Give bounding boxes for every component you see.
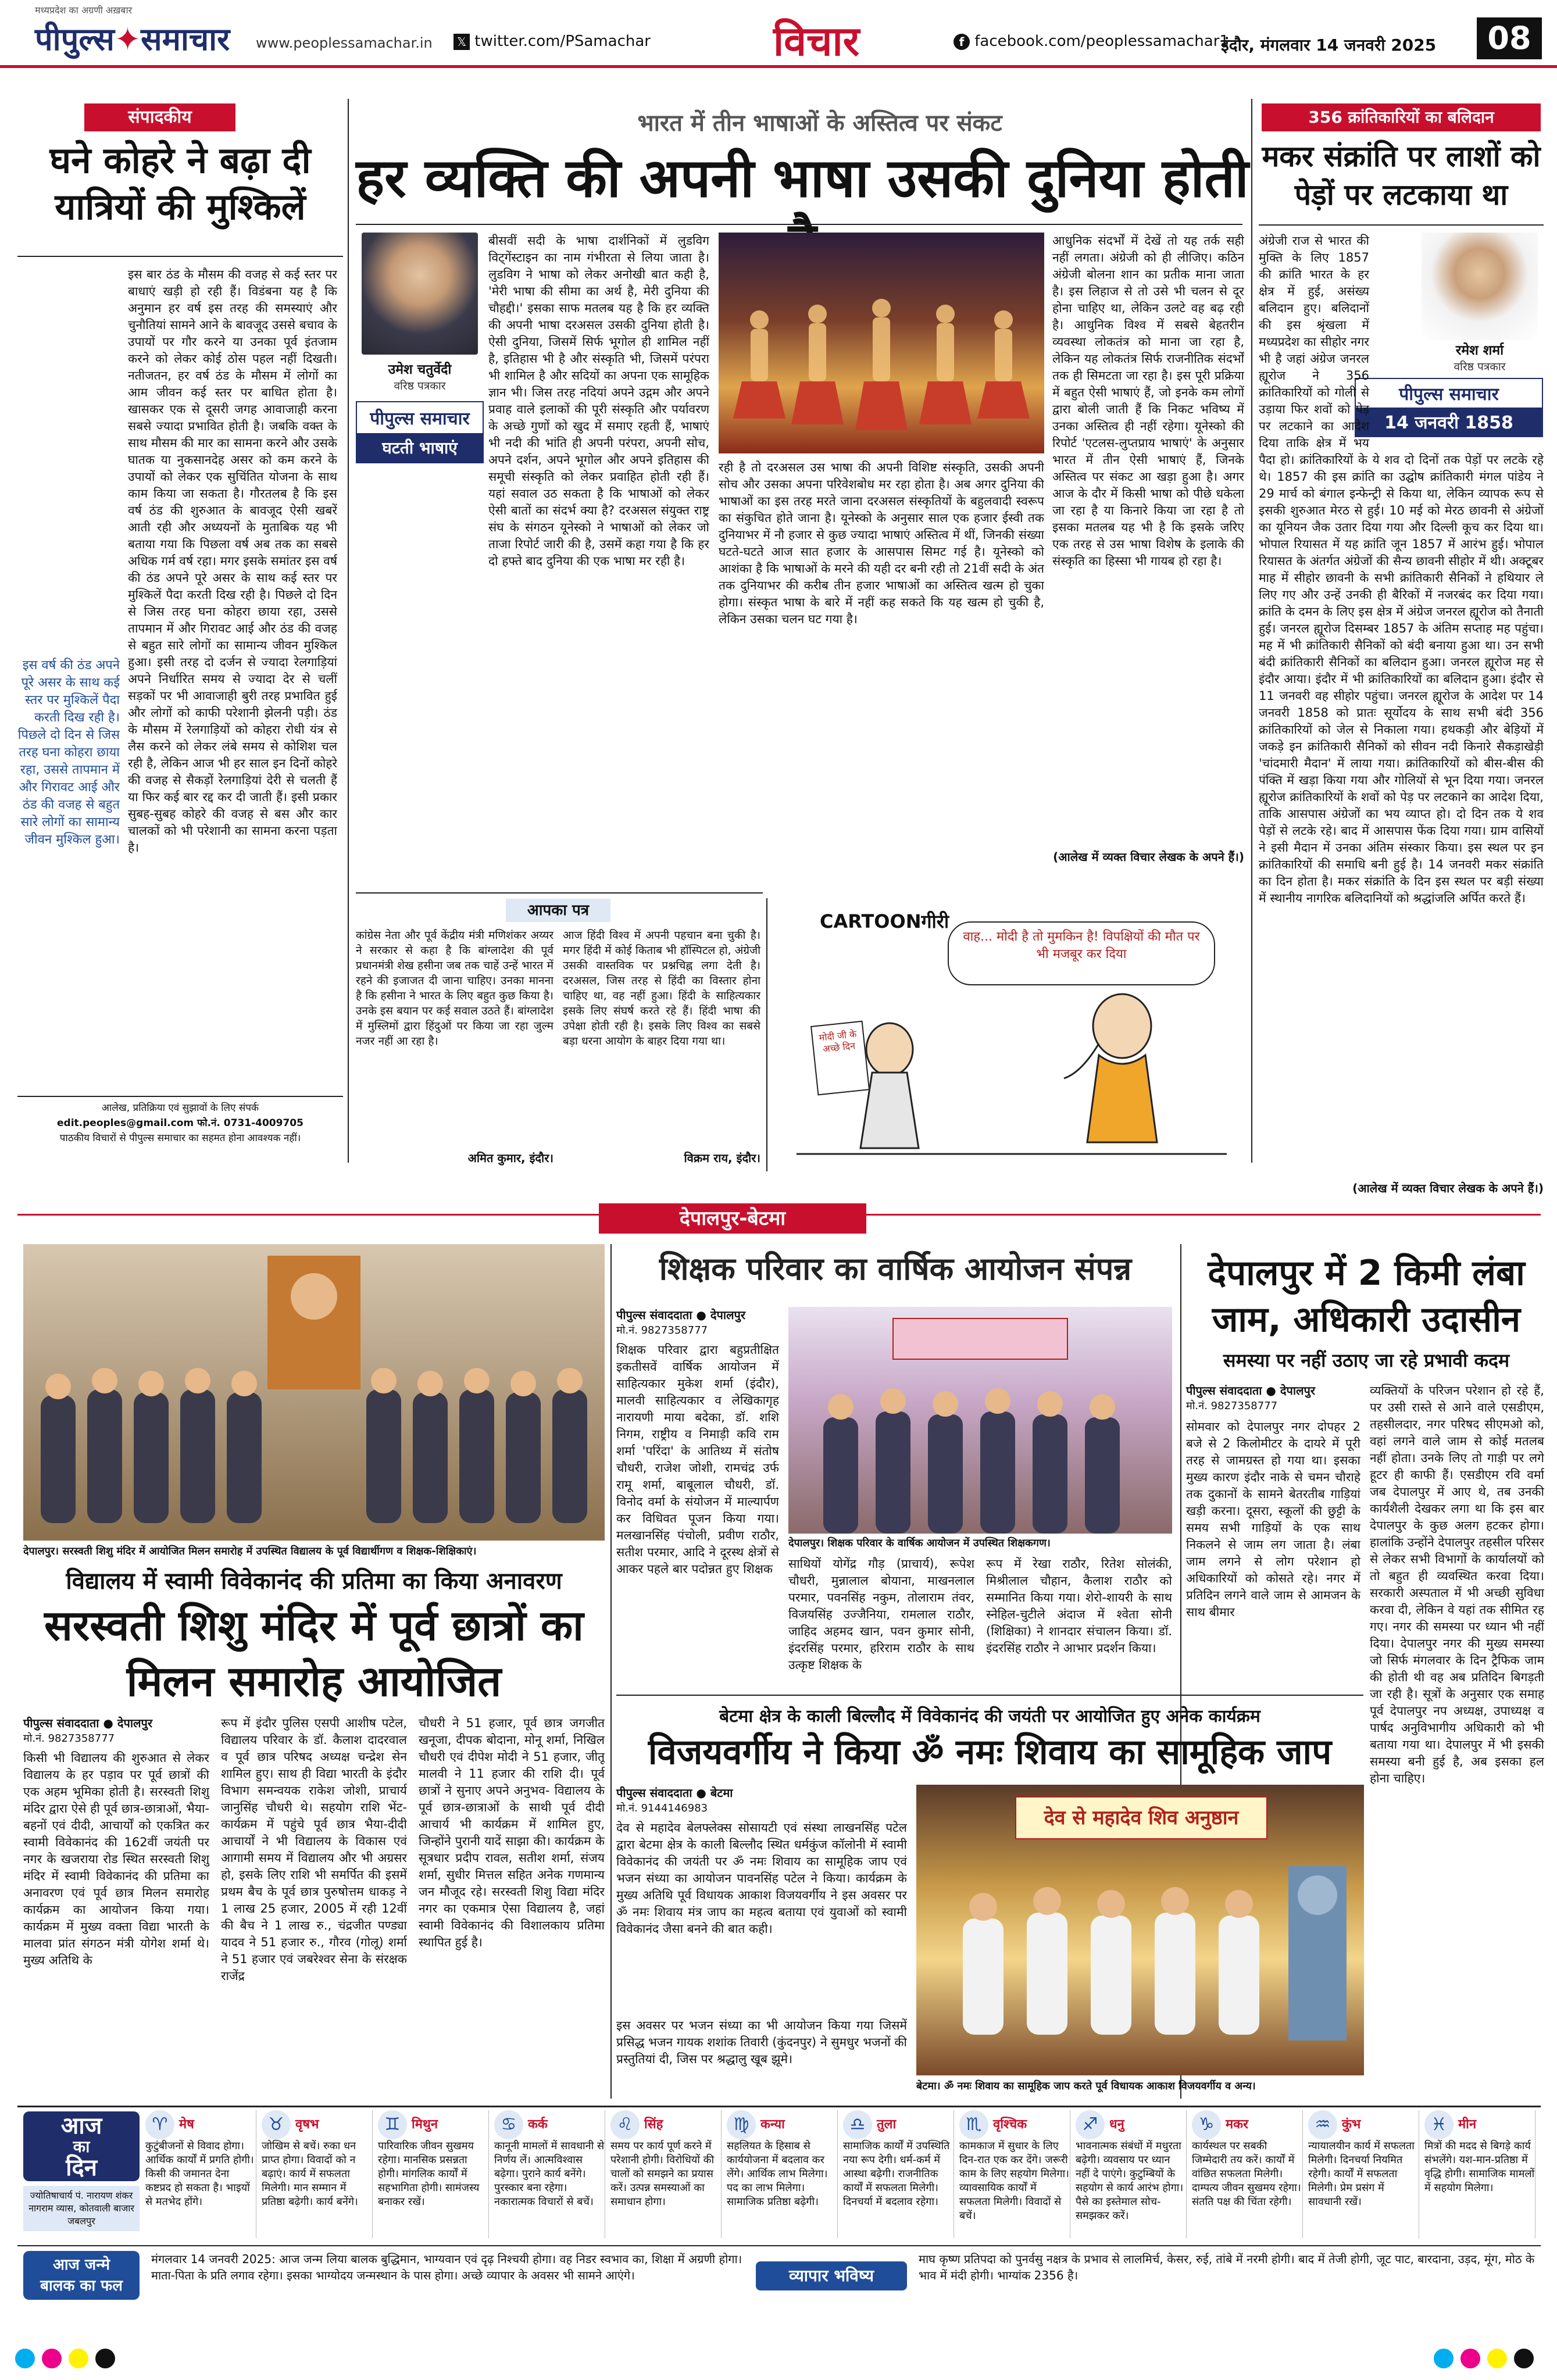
zodiac-icon: ♒ <box>1308 2110 1337 2139</box>
zodiac-icon: ♏ <box>959 2110 988 2139</box>
martyrs-label: 356 क्रांतिकारियों का बलिदान <box>1262 103 1541 131</box>
lead-author-note: (आलेख में व्यक्त विचार लेखक के अपने हैं।) <box>1053 850 1244 864</box>
martyrs-body <box>1259 233 1544 1180</box>
story4-mobile: मो.नं. 9144146983 <box>616 1802 708 1814</box>
horoscope-astrologer: ज्योतिषाचार्य पं. नारायण शंकर नागराम व्यास, कोतवाली बाजार जबलपुर <box>23 2186 140 2231</box>
story3-byline: पीपुल्स संवाददाता ● देपालपुर <box>1186 1384 1316 1398</box>
zodiac-name: मिथुन <box>412 2117 438 2132</box>
editorial-pullquote: इस वर्ष की ठंड अपने पूरे असर के साथ कई स्तर पर मुश्किलें पैदा करती दिख रही है। पिछले दो दिन से जिस तरह घना कोहरा छाया रहा, उससे तापमान में और गिरावट आई और ठंड की वजह से बहुत सारे लोगों का सामान्य जीवन मुश्किल हुआ। <box>17 658 120 847</box>
author-photo <box>362 233 478 355</box>
story1-col-2: रूप में इंदौर पुलिस एसपी आशीष पटेल, विद्यालय परिवार के डॉ. कैलाश दादरवाल व पूर्व छात्र परिषद अध्यक्ष चन्द्रेश सेन शामिल हुए। साथ ही विद्या भारती के इंदौर विभाग समन्वयक राकेश जोशी, प्राचार्य जानुसिंह चौधरी थे। सहयोग राशि भेंट-कार्यक्रम में पहुंचे पूर्व छात्र भैया-दीदी आचार्यों ने भी विद्यालय के विकास एवं आगामी समय में विद्यालय और भी अग्रसर हो, इसके लिए राशि भी समर्पित की इसमें प्रथम बैच के पूर्व छात्र पुरुषोत्तम धाकड़ ने 1 लाख 25 हजार, 2005 में रही 12वीं की बैच ने 1 लाख रु., चंद्रजीत पण्ड्या यादव ने 51 हजार रु., गौरव (गोलू) शर्मा ने 51 हजार एवं जबरेश्वर सेना के संरक्षक राजेंद्र <box>221 1716 407 1983</box>
zodiac-name: वृषभ <box>295 2117 319 2132</box>
editorial-body: इस बार ठंड के मौसम की वजह से कई स्तर पर बाधाएं खड़ी हो रही हैं। विडंबना यह है कि अनुमान हर वर्ष इस तरह की समस्याएं और चुनौतियां सामने आने के बावजूद उससे बचाव के उपायों पर गौर करने या उनका पूर्व इंतजाम करने को लेकर कोई ठोस पहल नहीं दिखती। नतीजतन, हर वर्ष ठंड के मौसम में लोगों का आम जीवन कई स्तर पर बाधित होता है। खासकर एक से दूसरी जगह आवाजाही करना सबसे ज्यादा प्रभावित होती है। जबकि वक्त के साथ मौसम की मार का सामना करने और उसके घातक या नुकसानदेह असर को कम करने के उपायों को लेकर एक सुचिंतित योजना के साथ काम किया जा सकता है। गौरतलब है कि इस वर्ष ठंड की शुरुआत के बावजूद ऐसी खबरें आती रही और अध्ययनों के मुताबिक यह भी बताया गया कि पिछला वर्ष अब तक का सबसे अधिक गर्म वर्ष रहा। मगर इसके समांतर इस वर्ष की ठंड अपने पूरे असर के साथ कई स्तर पर मुश्किलें पैदा करती दिख रही है। पिछले दो दिन से जिस तरह घना कोहरा छाया रहा, उससे तापमान में और गिरावट आई और ठंड की वजह से बहुत सारे लोगों का सामान्य जीवन मुश्किल हुआ। इसी तरह दो दर्जन से ज्यादा रेलगाड़ियां अपने निर्धारित समय से ज्यादा देर से चलीं सड़कों पर भी आवाजाही बुरी तरह प्रभावित हुई और लोगों को काफी परेशानी झेलनी पड़ी। ठंड के मौसम में रेलगाड़ियों को कोहरा रोधी यंत्र से लैस करने को लेकर लंबे समय से कोशिश चल रही है, लेकिन आज भी हर साल इन दिनों कोहरे की वजह से सैकड़ों रेलगाड़ियां देरी से चलती हैं या फिर कई बार रद्द कर दी जाती हैं। इसी प्रकार सुबह-सुबह कोहरे की वजह से बस और कार चालकों को भी परेशानी का सामना करना पड़ता है। <box>128 267 337 855</box>
dateline: इंदौर, मंगलवार 14 जनवरी 2025 <box>1221 35 1437 55</box>
zodiac-icon: ♉ <box>262 2110 291 2139</box>
martyrs-note: (आलेख में व्यक्त विचार लेखक के अपने हैं।) <box>1352 1181 1544 1195</box>
story1-mobile: मो.नं. 9827358777 <box>23 1732 115 1745</box>
martyrs-body-text: अंग्रेजी राज से भारत की मुक्ति के लिए 1857 की क्रांति भारत के हर क्षेत्र में हुई, असंख्य बलिदान हुए। बलिदानों की इस श्रृंखला में मध्यप्रदेश का सीहोर नगर भी है जहां अंग्रेज जनरल ह्यूरोज ने 356 क्रांतिकारियों को गोली से उड़ाया फिर शवों को पेड़ पर लटकाने का आदेश दिया ताकि क्षेत्र में भय पैदा हो। क्रांतिकारियों के ये शव दो दिनों तक पेड़ों पर लटके रहे थे। 1857 की इस क्रांति का उद्घोष क्रांतिकारी मंगल पांडेय ने 29 मार्च को बंगाल इन्फेन्ट्री से किया था, लेकिन व्यापक रूप से इसकी शुरुआत मेरठ से हुई। 10 मई को मेरठ छावनी से अंग्रेजों का यूनियन जैक उतार दिया गया और दिल्ली कूच कर दिया था। भोपाल रियासत में यह क्रांति जून 1857 में आरंभ हुई। भोपाल रियासत के अंतर्गत अंग्रेजों की सैन्य छावनी सीहोर में थी। अक्टूबर माह में सीहोर छावनी के सभी क्रांतिकारी सैनिकों ने हथियार ले लिए गए और उन्हें उनकी ही बैरिकों में नजरबंद कर दिया गया। क्रांति के दमन के लिए इस क्षेत्र में अंग्रेज जनरल ह्यूरोज को तैनाती हुई। जनरल ह्यूरोज दिसम्बर 1857 के अंतिम सप्ताह मह पहुंचा। मह में भी क्रांतिकारी सैनिकों को बंदी बनाया हुआ था। उन सभी बंदी क्रांतिकारी सैनिकों का बलिदान हुआ। जनरल ह्यूरोज मह से इंदौर आया। इंदौर में भी क्रांतिकारियों का बलिदान हुआ। इंदौर से 11 जनवरी वह सीहोर पहुंचा। जनरल ह्यूरोज के आदेश पर 14 जनवरी 1858 को प्रातः सूर्योदय के साथ सभी बंदी 356 क्रांतिकारियों को जेल से निकाला गया। हथकड़ी और बेड़ियों में जकड़े इन क्रांतिकारी सैनिकों को सीवन नदी किनारे सैकड़ाखेड़ी 'चांदमारी मैदान' में लाया गया। क्रांतिकारियों को बीस-बीस की पंक्ति में खड़ा किया गया और गोलियों से भून दिया गया। जनरल ह्यूरोज क्रांतिकारियों के शवों को पेड़ पर लटकाने का आदेश दिया, ताकि आसपास अंग्रेजों का भय व्याप्त हो। दो दिन तक ये शव पेड़ों से लटके रहे। बाद में आसपास फेंक दिया गया। ग्राम वासियों ने इसी मैदान में उनका अंतिम संस्कार किया। इस स्थल पर इन क्रांतिकारियों की समाधि बनी हुई है। 14 जनवरी मकर संक्रांति का दिन होता है। मकर संक्रांति के दिन इस स्थल पर बड़ी संख्या में स्थानीय नागरिक बलिदानियों को श्रद्धांजलि अर्पित करते हैं। <box>1259 234 1544 905</box>
contact-line-1: आलेख, प्रतिक्रिया एवं सुझावों के लिए संपर्क <box>101 1102 259 1114</box>
cartoon-bubble: वाह... मोदी है तो मुमकिन है! विपक्षियों की मौत पर भी मजबूर कर दिया <box>948 921 1215 985</box>
letters-label: आपका पत्र <box>506 899 610 922</box>
zodiac-name: कुंभ <box>1342 2117 1361 2132</box>
teachers-illustration <box>788 1307 1172 1534</box>
story2-col-1: शिक्षक परिवार द्वारा बहुप्रतीक्षित इकतीसवें वार्षिक आयोजन में साहित्यकार मुकेश शर्मा (इंदौर), मालवी साहित्यकार व लेखिकागृह नारायणी माया बदेका, डॉ. शशि निगम, राष्ट्रीय व निमाड़ी कवि राम शर्मा 'परिंदा' के आतिथ्य में संतोष चौधरी, राजेश जोशी, रामचंद्र उर्फ रामू शर्मा, बाबूलाल चौधरी, डॉ. विनोद वर्मा के संयोजन में माल्यार्पण कर विधिवत पूजन किया गया। मलखानसिंह पंचोली, प्रवीण राठौर, सतीश परमार, आदि ने दूरस्थ क्षेत्रों से आकर पहले बार पदोन्नत हुए शिक्षक <box>616 1343 779 1576</box>
martyrs-author-name: रमेश शर्मा <box>1455 343 1504 358</box>
zodiac-text: समय पर कार्य पूर्ण करने में परेशानी होगी। विरोधियों की चालों को समझने का प्रयास करें। उत्पन्न समस्याओं का समाधान होगा। <box>610 2140 715 2208</box>
alumni-photo-caption: देपालपुर। सरस्वती शिशु मंदिर में आयोजित मिलन समारोह में उपस्थित विद्यालय के पूर्व विद्यार्थीगण व शिक्षक-शिक्षिकाएं। <box>23 1545 477 1557</box>
martyrs-headline: मकर संक्रांति पर लाशों को पेड़ों पर लटकाया था <box>1262 140 1541 212</box>
story2-mobile: मो.नं. 9827358777 <box>616 1324 708 1336</box>
horoscope-title-3: दिन <box>66 2154 97 2181</box>
martyrs-author-role: वरिष्ठ पत्रकार <box>1454 360 1506 373</box>
alumni-photo <box>23 1244 605 1541</box>
story2-byline: पीपुल्स संवाददाता ● देपालपुर <box>616 1308 746 1322</box>
story1-col-1: किसी भी विद्यालय की शुरुआत से लेकर विद्यालय के हर पड़ाव पर पूर्व छात्रों की एक अहम भूमिका होती है। सरस्वती शिशु मंदिर द्वारा ऐसे ही पूर्व छात्र-छात्राओं, भैया-बहनों एवं दीदी, आचार्यों को एकत्रित कर स्वामी विवेकानंद की 162वीं जयंती पर नगर के खजराया रोड स्थित सरस्वती शिशु मंदिर में स्वामी विवेकानंद की प्रतिमा का अनावरण एवं पूर्व छात्र मिलन समारोह कार्यक्रम का आयोजन किया गया। कार्यक्रम में मुख्य वक्ता विद्या भारती के मालवा प्रांत संगठन मंत्री योगेश शर्मा थे। मुख्य अतिथि के <box>23 1751 209 1967</box>
editorial-contact <box>17 1096 343 1146</box>
zodiac-text: सहलियत के हिसाब से कार्ययोजना में बदलाव कर लेंगे। आर्थिक लाभ मिलेगा। पद का लाभ मिलेगा। सामाजिक प्रतिष्ठा बढ़ेगी। <box>727 2140 828 2208</box>
martyrs-badge-date: 14 जनवरी 1858 <box>1356 408 1542 436</box>
story3-headline: देपालपुर में 2 किमी लंबा जाम, अधिकारी उदासीन <box>1208 1253 1525 1340</box>
twitter-icon: 𝕏 <box>453 34 470 50</box>
born-today-label <box>23 2251 140 2300</box>
page-number: 08 <box>1477 17 1542 59</box>
zodiac-cell <box>1192 2110 1303 2238</box>
contact-line-3: पाठकीय विचारों से पीपुल्स समाचार का सहमत होना आवश्यक नहीं। <box>59 1132 301 1144</box>
zodiac-name: धनु <box>1109 2117 1124 2132</box>
zodiac-text: मित्रों की मदद से बिगड़े कार्य संभलेंगे। यश-मान-प्रतिष्ठा में वृद्धि होगी। सामाजिक मामलों में सहयोग मिलेगा। <box>1424 2140 1535 2194</box>
zodiac-text: सामाजिक कार्यों में उपस्थिति नया रूप देगी। धर्म-कर्म में आस्था बढ़ेगी। राजनीतिक कार्यों में सफलता मिलेगी। दिनचर्या में बदलाव रहेगा। <box>843 2140 950 2208</box>
zodiac-name: मीन <box>1458 2117 1477 2132</box>
jaap-illustration <box>916 1785 1364 2075</box>
lead-col-1: बीसवीं सदी के भाषा दार्शनिकों में लुडविग विट्गेंस्टाइन का नाम गंभीरता से लिया जाता है। लुडविग ने भाषा को लेकर अनोखी बात कही है, 'मेरी भाषा की सीमा का अर्थ है, मेरी दुनिया की चौहद्दी।' इसका साफ मतलब यह है कि हर व्यक्ति की अपनी भाषा दरअसल उसकी दुनिया होती है। ऐसी दुनिया, जिसमें सिर्फ भूगोल ही शामिल नहीं है, इतिहास भी है और संस्कृति भी, जिसमें परंपरा भी शामिल है और सदियों का अपना एक सामूहिक ज्ञान भी। जिस तरह नदियां अपने उद्गम और अपने प्रवाह वाले इलाकों की पूरी संस्कृति और पर्यावरण के अच्छे गुणों को खुद में समाए रहती हैं, भाषाएं भी नदी की भांति ही अपनी परंपरा, अपनी सोच, अपने दर्शन, अपने भूगोल और अपने इतिहास की समूची संस्कृति को लेकर प्रवाहित होती रही हैं। यहां सवाल उठ सकता है कि भाषाओं को लेकर ऐसी बातों का संदर्भ क्या है? दरअसल संयुक्त राष्ट्र संघ के संगठन यूनेस्को ने भाषाओं को लेकर जो ताजा रिपोर्ट जारी की है, उसमें कहा गया है कि हर दो हफ्ते बाद दुनिया की एक भाषा मर रही है। <box>488 234 709 568</box>
zodiac-cell <box>145 2110 256 2238</box>
zodiac-name: मकर <box>1226 2117 1249 2132</box>
twitter-link[interactable] <box>453 33 651 50</box>
brand-right: समाचार <box>141 21 230 58</box>
zodiac-text: पारिवारिक जीवन सुखमय रहेगा। मानसिक प्रसन्नता होगी। मांगलिक कार्यों में सहभागिता होगी। सामंजस्य बनाकर रखें। <box>378 2140 480 2208</box>
local-section-label: देपालपुर-बेटमा <box>599 1203 866 1234</box>
story3-col-2: व्यक्तियों के परिजन परेशान हो रहे हैं, पर उसी रास्ते से आने वाले एसडीएम, तहसीलदार, नगर परिषद सीएमओ को, वहां लगने वाले जाम से कोई मतलब नहीं होता। उनके लिए तो गाड़ी पर लगे हूटर ही काफी हैं। एसडीएम रवि वर्मा जब देपालपुर में आए थे, तब उनकी कार्यशैली देखकर लगा था कि इस बार देपालपुर के कुछ अलग हटकर होगा। हालांकि उन्होंने देपालपुर तहसील परिसर से लेकर सभी विभागों के कार्यालयों को तो बहुत ही व्यवस्थित करवा दिया। सरकारी अस्पताल में भी अच्छी सुविधा करवा दी, लेकिन वे यहां तक सीमित रह गए। नगर की समस्या पर ध्यान भी नहीं दिया। देपालपुर नगर की मुख्य समस्या जो सिर्फ मंगलवार के दिन ट्रैफिक जाम की होती थी वह अब प्रतिदिन बिगड़ती जा रही है। सूत्रों के अनुसार एक समाह पूर्व देपालपुर नप अध्यक्ष, उपाध्यक्ष व पार्षद अनुविभागीय अधिकारी को भी बताया गया था। देपालपुर में भी इसकी समस्या बनी हुई है, अब इसका हल होना चाहिए। <box>1370 1384 1544 1785</box>
story4-byline: पीपुल्स संवाददाता ● बेटमा <box>616 1786 733 1800</box>
story3-subhead: समस्या पर नहीं उठाए जा रहे प्रभावी कदम <box>1223 1349 1510 1371</box>
zodiac-icon: ♍ <box>727 2110 756 2139</box>
zodiac-text: कार्यस्थल पर सबकी जिम्मेदारी तय करें। कार्यों में वांछित सफलता मिलेगी। दाम्पत्य जीवन सुखमय रहेगा। संतति पक्ष की चिंता रहेगी। <box>1192 2140 1301 2208</box>
badge-topic: घटती भाषाएं <box>357 433 483 462</box>
facebook-label: facebook.com/peoplessamachar1 <box>974 33 1229 50</box>
zodiac-text: कुटुंबीजनों से विवाद होगा। आर्थिक कार्यों में प्रगति होगी। किसी की जमानत देना कष्टप्रद हो सकता है। भाइयों से मतभेद होंगे। <box>145 2140 254 2208</box>
horoscope-title <box>23 2111 140 2181</box>
zodiac-text: न्यायालयीन कार्य में सफलता मिलेगी। दिनचर्या नियमित रहेगी। कार्यों में सफलता मिलेगी। प्रेम प्रसंग में सावधानी रखें। <box>1308 2140 1415 2208</box>
zodiac-name: सिंह <box>644 2117 663 2132</box>
story3-col-1: सोमवार को देपालपुर नगर दोपहर 2 बजे से 2 किलोमीटर के दायरे में पूरी तरह से जामग्रस्त हो गया था। इसका मुख्य कारण इंदौर नाके से चमन चौराहे तक दुकानों के सामने बेतरतीब गाड़ियां खड़ी करना। दूसरा, स्कूलों की छुट्टी के समय सभी गाड़ियों के एक साथ निकलने से जाम लग जाता है। लंबा जाम लगने से लोग परेशान हो अधिकारियों को कोसते रहे। नगर में प्रतिदिन लगने वाले जाम से आमजन के साथ बीमार <box>1186 1420 1360 1619</box>
story4-caption: बेटमा। ॐ नमः शिवाय का सामूहिक जाप करते पूर्व विधायक आकाश विजयवर्गीय व अन्य। <box>916 2080 1256 2092</box>
zodiac-text: कानूनी मामलों में सावधानी से निर्णय लें। आत्मविश्वास बढ़ेगा। पुराने कार्य बनेंगे। पुरस्कार बना रहेगा। नकारात्मक विचारों से बचें। <box>494 2140 605 2208</box>
vivekananda-kicker: विद्यालय में स्वामी विवेकानंद की प्रतिमा का किया अनावरण <box>66 1568 562 1595</box>
zodiac-cell <box>1076 2110 1187 2238</box>
zodiac-cell <box>262 2110 373 2238</box>
zodiac-name: कर्क <box>528 2117 548 2132</box>
zodiac-name: तुला <box>877 2117 897 2132</box>
zodiac-text: कामकाज में सुधार के लिए दिन-रात एक कर देंगे। जरूरी काम के लिए सहयोग मिलेगा। व्यावसायिक कार्यों में सफलता मिलेगी। विवादों से बचें। <box>959 2140 1069 2222</box>
lead-badge <box>356 401 484 463</box>
story4-kicker: बेटमा क्षेत्र के काली बिल्लौद में विवेकानंद की जयंती पर आयोजित हुए अनेक कार्यक्रम <box>719 1706 1260 1727</box>
born-today-text: मंगलवार 14 जनवरी 2025: आज जन्म लिया बालक बुद्धिमान, भाग्यवान एवं दृढ़ निश्चयी होगा। वह निडर स्वभाव का, शिक्षा में अग्रणी होगा। माता-पिता के प्रति लगाव रहेगा। इसका भाग्योदय जन्मस्थान के पास होगा। अच्छे व्यापार के अवसर भी सामने आएंगे। <box>151 2252 742 2282</box>
zodiac-name: कन्या <box>760 2117 785 2132</box>
horoscope-title-1: आज <box>60 2113 102 2139</box>
lead-col-3: आधुनिक संदर्भों में देखें तो यह तर्क सही नहीं लगता। अंग्रेजी को ही लीजिए। कठिन अंग्रेजी बोलना शान का प्रतीक माना जाता है। इस लिहाज से तो उसे भी चलन से दूर होना चाहिए था, लेकिन उलटे वह बढ़ रही है। आधुनिक विश्व में सबसे बेहतरीन व्यवस्था लोकतंत्र को माना जा रहा है, लेकिन यह लोकतंत्र सिर्फ राजनीतिक संदर्भों तक ही सिमटता जा रहा है। इस पूरी प्रक्रिया में बहुत ऐसी भाषाएं हैं, जो इनके कम लोगों द्वारा बोली जाती हैं कि निकट भविष्य में उनका अस्तित्व ही नहीं रहेगा। यूनेस्को की रिपोर्ट 'एटलस-लुप्तप्राय भाषाएं' के अनुसार भारत में तीन ऐसी भाषाएं हैं, जिनके अस्तित्व पर संकट आ खड़ा हुआ है। अगर आज के दौर में किसी भाषा को पीछे धकेला जा रहा है या किनारे किया जा रहा है तो इसका मतलब यह भी है कि इसके जरिए एक तरह से उस भाषा विशेष के इलाके की संस्कृति का हिस्सा भी गायब हो रहा है। <box>1052 234 1244 568</box>
lead-headline: हर व्यक्ति की अपनी भाषा उसकी दुनिया होती <box>356 147 1249 209</box>
zodiac-cell <box>727 2110 838 2238</box>
zodiac-icon: ♐ <box>1076 2110 1105 2139</box>
zodiac-cell <box>610 2110 722 2238</box>
letter-2-sign: विक्रम राय, इंदौर। <box>684 1151 760 1165</box>
twitter-label: twitter.com/PSamachar <box>474 33 651 50</box>
story4-banner: देव से महादेव शिव अनुष्ठान <box>1015 1796 1267 1839</box>
story4-col-2: इस अवसर पर भजन संध्या का भी आयोजन किया गया जिसमें प्रसिद्ध भजन गायक शशांक तिवारी (कुंदनपुर) ने सुमधुर भजनों की प्रस्तुतियां दी, जिस पर श्रद्धालु खूब झूमे। <box>616 2018 907 2066</box>
registration-marks-right <box>1430 2349 1537 2371</box>
story2-caption: देपालपुर। शिक्षक परिवार के वार्षिक आयोजन में उपस्थित शिक्षकगण। <box>788 1537 1051 1549</box>
contact-line-2[interactable]: edit.peoples@gmail.com फो.नं. 0731-4009705 <box>57 1117 303 1129</box>
story4-photo <box>916 1785 1364 2075</box>
facebook-link[interactable] <box>954 33 1229 50</box>
lead-author-card <box>356 233 484 477</box>
story1-byline: पीपुल्स संवाददाता ● देपालपुर <box>23 1716 153 1730</box>
brand-left: पीपुल्स <box>35 21 115 58</box>
story2-photo <box>788 1307 1172 1534</box>
martyrs-float-spacer <box>1369 233 1544 442</box>
zodiac-text: भावनात्मक संबंधों में मधुरता बढ़ेगी। व्यवसाय पर ध्यान नहीं दे पाएंगे। कुटुम्बियों के सहयोग से कार्य आरंभ होगा। पैसे का इस्तेमाल सोच-समझकर करें। <box>1076 2140 1184 2222</box>
zodiac-name: मेष <box>179 2117 194 2132</box>
cartoon-panel <box>773 898 1244 1171</box>
zodiac-text: जोखिम से बचें। रुका धन प्राप्त होगा। विवादों को न बढ़ाएं। कार्य में सफलता मिलेगी। मान सम्मान में प्रतिष्ठा बढ़ेगी। कार्य बनेंगे। <box>262 2140 358 2208</box>
market-label: व्यापार भविष्य <box>756 2261 907 2290</box>
letter-2: आज हिंदी विश्व में अपनी पहचान बना चुकी है। मगर हिंदी में कोई किताब भी हॉस्पिटल हो, अंग्रेजी उसकी वास्तविक पर प्रश्नचिह्न लगा देती है। दरअसल, जिस तरह से हिंदी का विस्तार होना चाहिए था, वह नहीं हुआ। हिंदी के साहित्यकार इसके लिए संघर्ष करते रहे हैं। हिंदी भाषा की उपेक्षा होती रही है। इसके लिए विश्व का सबसे बड़ा धरना आयोग के बाहर दिया गया था। <box>563 929 760 1048</box>
zodiac-cell <box>1308 2110 1419 2238</box>
story3-mobile: मो.नं. 9827358777 <box>1186 1400 1278 1412</box>
zodiac-cell <box>494 2110 605 2238</box>
lead-photo <box>719 233 1044 453</box>
martyrs-badge-brand: पीपुल्स समाचार <box>1399 384 1499 405</box>
editorial-label: संपादकीय <box>84 103 235 131</box>
group-illustration <box>23 1244 605 1541</box>
zodiac-cell <box>843 2110 954 2238</box>
website-link[interactable]: www.peoplessamachar.in <box>256 35 433 51</box>
masthead-tagline: मध्यप्रदेश का अग्रणी अख़बार <box>35 5 133 16</box>
zodiac-cell <box>378 2110 489 2238</box>
zodiac-icon: ♓ <box>1424 2110 1454 2139</box>
story1-col-3: चौधरी ने 51 हजार, पूर्व छात्र जगजीत खनूजा, दीपक बोदाना, मोनू शर्मा, निखिल चौधरी एवं दीपेश मोदी ने 51 हजार, जीतू मालवी ने 11 हजार की राशि दी। पूर्व छात्रों ने सुनाए अपने अनुभव- विद्यालय के पूर्व छात्र-छात्राओं के साथी पूर्व दीदी आचार्य भी कार्यक्रम में शामिल हुए, जिन्होंने पुरानी यादें साझा की। कार्यक्रम के सूत्रधार प्रदीप रावल, सतीश शर्मा, संजय शर्मा, सुधीर मित्तल सहित अनेक गणमान्य जन मौजूद रहे। सरस्वती शिशु विद्या मंदिर नगर का एकमात्र ऐसा विद्यालय है, जहां स्वामी विवेकानंद की विशालकाय प्रतिमा स्थापित हुई है। <box>419 1716 605 1949</box>
story2-col-2: साथियों योगेंद्र गौड़ (प्राचार्य), रूपेश चौधरी, मुन्नालाल बोयाना, माखनलाल परमार, पवनसिंह नकुम, तोलाराम तंवर, विजयसिंह उज्जैनिया, रामलाल राठौर, जाहिद अहमद खान, पवन कुमार सोनी, इंदरसिंह परमार, हरिराम राठौर के साथ उत्कृष्ट शिक्षक के <box>788 1557 974 1672</box>
section-title: विचार <box>773 17 860 65</box>
zodiac-icon: ♊ <box>378 2110 407 2139</box>
editorial-headline: घने कोहरे ने बढ़ा दी यात्रियों की मुश्किलें <box>49 139 311 228</box>
born-today-label-1: आज जन्मे <box>52 2256 110 2274</box>
masthead <box>0 0 1557 68</box>
story2-col-3: रूप में रेखा राठौर, रितेश सोलंकी, मिश्रीलाल चौहान, कैलाश राठौर को सम्मानित किया गया। शेरो-शायरी के साथ स्नेहिल-चुटीले अंदाज में श्वेता सोनी (शिक्षिका) ने शानदार संचालन किया। डॉ. इंदरसिंह राठौर ने आभार प्रदर्शन किया। <box>986 1557 1172 1655</box>
horoscope-title-2: का <box>73 2137 90 2156</box>
lead-col-2: रही है तो दरअसल उस भाषा की अपनी विशिष्ट संस्कृति, उसकी अपनी सोच और उसका अपना परिवेशबोध मर रहा होता है। अब अगर दुनिया की भाषाओं का इस तरह मरते जाना दरअसल संस्कृतियों के बहुलवादी स्वरूप का संकुचित होते जाना है। यूनेस्को के अनुसार साल एक हजार ईस्वी तक दुनियाभर में नौ हजार से कुछ ज्यादा भाषाएं अस्तित्व में थीं, जिनकी संख्या घटते-घटते आज सात हजार के आसपास सिमट गई है। यूनेस्को को आशंका है कि भाषाओं के मरने की यही दर बनी रही तो 21वीं सदी के अंत तक दुनियाभर की करीब तीन हजार भाषाओं का अस्तित्व खत्म हो चुका होगा। संस्कृत भाषा के बारे में नहीं कह सकते कि यह खत्म हो चुकी है, लेकिन उसका चलन घट गया है। <box>719 460 1044 626</box>
registration-marks-left <box>12 2349 119 2371</box>
zodiac-name: वृश्चिक <box>993 2117 1027 2132</box>
letter-1: कांग्रेस नेता और पूर्व केंद्रीय मंत्री मणिशंकर अय्यर ने सरकार से कहा है कि बांग्लादेश की पूर्व प्रधानमंत्री शेख हसीना जब तक चाहें उन्हें भारत में रहने की इजाजत दी जाना चाहिए। उनका मानना है कि हसीना ने भारत के लिए बहुत कुछ किया है। उनके इस बयान पर कई सवाल उठते हैं। बांग्लादेश में मुस्लिमों द्वारा हिंदुओं पर किया जा रहा जुल्म नजर नहीं आ रहा है। <box>356 929 553 1048</box>
brand-logo: पीपुल्स✦समाचार <box>35 21 230 58</box>
story4-col-1: देव से महादेव बेलफ्लेक्स सोसायटी एवं संस्था लाखनसिंह पटेल द्वारा बेटमा क्षेत्र के काली बिल्लौद स्थित धर्मकुंज कॉलोनी में स्वामी विवेकानंद की जयंती पर ॐ नमः शिवाय का सामूहिक जाप एवं भजन संध्या का आयोजन पावनसिंह पटेल ने किया। कार्यक्रम के मुख्य अतिथि पूर्व विधायक आकाश विजयवर्गीय ने इस अवसर पर ॐ नमः शिवाय मंत्र जाप का महत्व बताया एवं युवाओं को स्वामी विवेकानंद जैसा बनने की बात कही। <box>616 1821 907 1936</box>
story4-headline: विजयवर्गीय ने किया ॐ नमः शिवाय का सामूहिक जाप <box>648 1732 1332 1773</box>
badge-brand: पीपुल्स समाचार <box>370 409 470 429</box>
zodiac-icon: ♑ <box>1192 2110 1221 2139</box>
story2-headline: शिक्षक परिवार का वार्षिक आयोजन संपन्न <box>659 1250 1132 1287</box>
zodiac-icon: ♌ <box>610 2110 640 2139</box>
lead-kicker: भारत में तीन भाषाओं के अस्तित्व पर संकट <box>637 110 1002 137</box>
facebook-icon: f <box>954 34 970 50</box>
zodiac-cell <box>1424 2110 1535 2238</box>
market-text: माघ कृष्ण प्रतिपदा को पुनर्वसु नक्षत्र के प्रभाव से लालमिर्च, केसर, रुई, तांबे में नरमी होगी। बाद में तेजी होगी, जूट पाट, बारदाना, उड़द, मूंग, मोठ के भाव में मंदी होगी। भाग्यांक 2356 है। <box>919 2252 1535 2282</box>
author-name: उमेश चतुर्वेदी <box>388 362 452 377</box>
zodiac-cell <box>959 2110 1070 2238</box>
dancers-illustration <box>719 233 1044 453</box>
zodiac-icon: ♎ <box>843 2110 872 2139</box>
cartoon-label: CARTOONगीरी <box>820 910 949 932</box>
author-role: वरिष्ठ पत्रकार <box>394 380 446 392</box>
zodiac-icon: ♈ <box>145 2110 174 2139</box>
born-today-label-2: बालक का फल <box>40 2277 123 2295</box>
zodiac-icon: ♋ <box>494 2110 523 2139</box>
letter-1-sign: अमित कुमार, इंदौर। <box>467 1151 553 1165</box>
cartoon-sign: मोदी जी के अच्छे दिन <box>810 1021 870 1096</box>
story1-headline: सरस्वती शिशु मंदिर में पूर्व छात्रों का मिलन समारोह आयोजित <box>44 1601 584 1706</box>
